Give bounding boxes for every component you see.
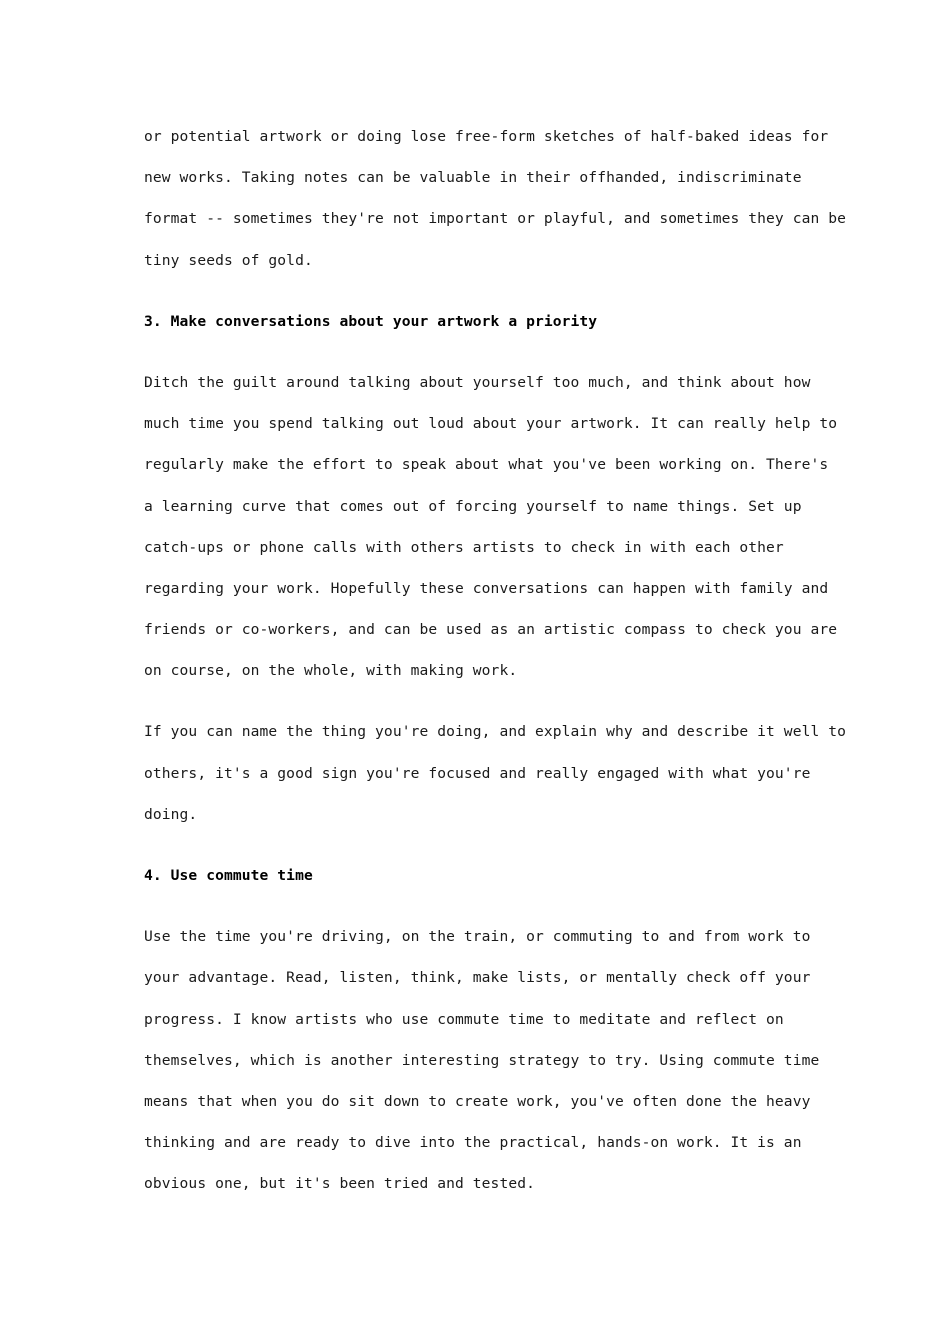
paragraph-name-the-thing [144, 711, 847, 835]
text-line: tiny seeds of gold. [144, 251, 313, 269]
text-line: Use the time you're driving, on the train, or commuting to and from work to [144, 928, 811, 946]
section-heading-3: 3. Make conversations about your artwork a priority [144, 312, 598, 330]
text-line: format -- sometimes they're not important or playful, and sometimes they can be [144, 210, 847, 228]
text-line: or potential artwork or doing lose free-form sketches of half-baked ideas for [144, 128, 829, 145]
text-line: progress. I know artists who use commute time to meditate and reflect on [144, 1010, 784, 1028]
text-line: friends or co-workers, and can be used as an artistic compass to check you are [144, 621, 838, 639]
text-line: doing. [144, 805, 198, 823]
paragraph-conversations [144, 362, 838, 692]
text-line: Ditch the guilt around talking about yourself too much, and think about how [144, 373, 811, 391]
paragraph-commute [144, 916, 820, 1204]
paragraph-notes-continued [144, 116, 847, 281]
document-body [144, 116, 847, 1225]
text-line: catch-ups or phone calls with others artists to check in with each other [144, 538, 784, 556]
text-line: on course, on the whole, with making work. [144, 662, 518, 680]
text-line: means that when you do sit down to create work, you've often done the heavy [144, 1092, 811, 1110]
text-line: regularly make the effort to speak about what you've been working on. There's [144, 456, 829, 474]
section-heading-4: 4. Use commute time [144, 867, 313, 884]
text-line: regarding your work. Hopefully these conversations can happen with family and [144, 579, 829, 597]
text-line: a learning curve that comes out of forcing yourself to name things. Set up [144, 497, 802, 515]
text-line: your advantage. Read, listen, think, make lists, or mentally check off your [144, 969, 811, 987]
text-line: themselves, which is another interesting strategy to try. Using commute time [144, 1051, 820, 1069]
text-line: If you can name the thing you're doing, and explain why and describe it well to [144, 723, 847, 741]
text-line: much time you spend talking out loud about your artwork. It can really help to [144, 415, 838, 433]
text-line: thinking and are ready to dive into the practical, hands-on work. It is an [144, 1134, 802, 1152]
text-line: obvious one, but it's been tried and tested. [144, 1175, 535, 1193]
text-line: others, it's a good sign you're focused and really engaged with what you're [144, 764, 811, 782]
text-line: new works. Taking notes can be valuable in their offhanded, indiscriminate [144, 169, 802, 187]
